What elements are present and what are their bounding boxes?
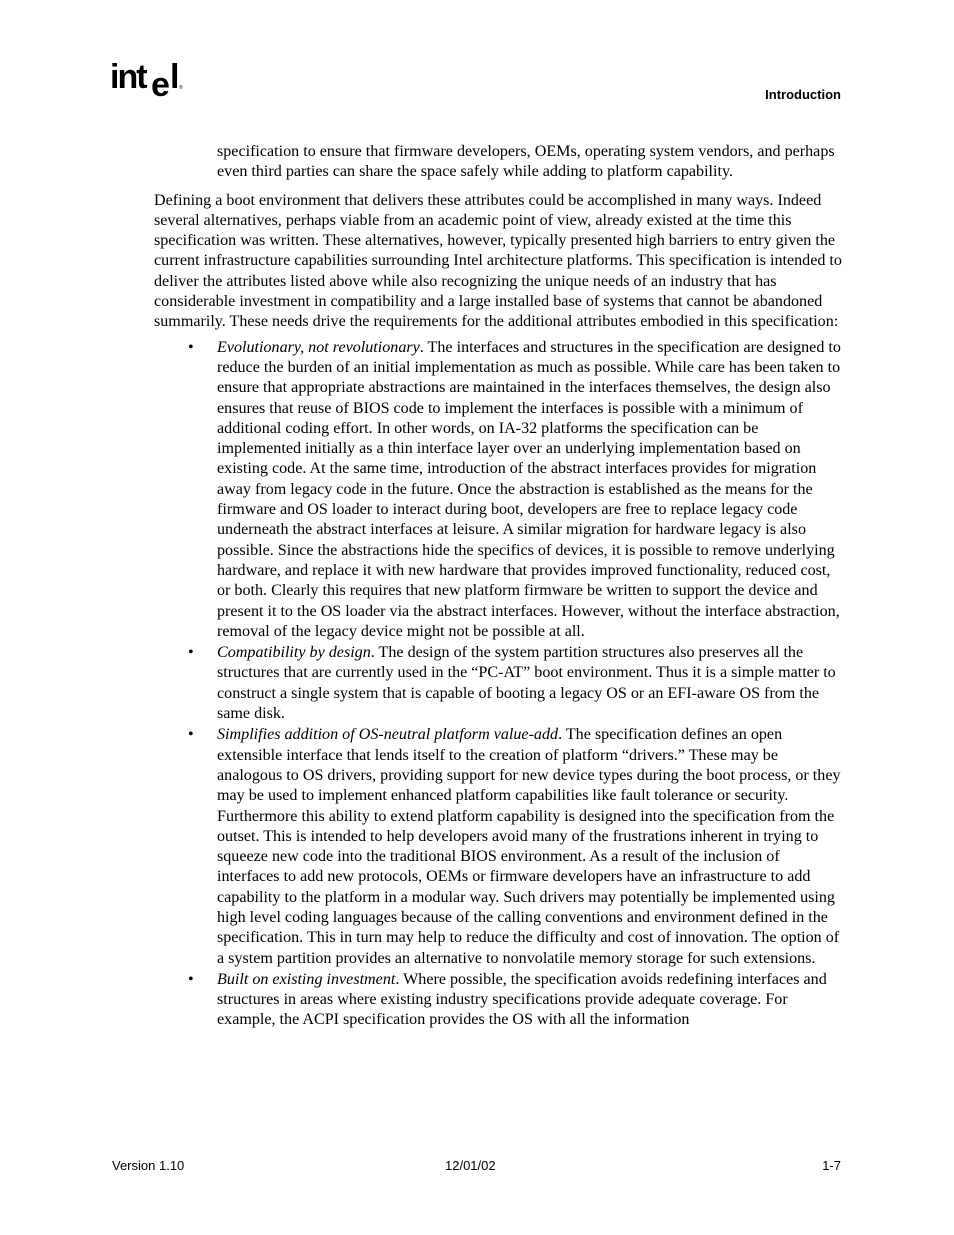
- footer-date: 12/01/02: [445, 1158, 496, 1173]
- list-item-term: Built on existing investment: [217, 970, 396, 988]
- list-item: [154, 643, 846, 724]
- attribute-list: [154, 338, 846, 1031]
- list-item: [154, 970, 846, 1031]
- svg-text:®: ®: [179, 85, 183, 91]
- footer-version: Version 1.10: [112, 1158, 185, 1173]
- list-item-term: Compatibility by design: [217, 644, 371, 662]
- bullet-icon: •: [188, 644, 194, 662]
- section-title: Introduction: [765, 87, 841, 102]
- list-item: [154, 338, 846, 642]
- footer-page-number: 1-7: [822, 1158, 841, 1173]
- list-item-term: Simplifies addition of OS-neutral platform value-add: [217, 726, 559, 744]
- list-item: [154, 725, 846, 969]
- list-item-text: . Where possible, the specification avoids redefining interfaces and structures in areas where existing industry specifications provide adequate coverage. For example, the ACPI specification provides the OS with all the information: [217, 970, 827, 1029]
- svg-text:int: int: [110, 58, 146, 96]
- bullet-icon: •: [188, 338, 194, 356]
- list-item-text: . The interfaces and structures in the specification are designed to reduce the burden of an initial implementation as much as possible. While care has been taken to ensure that appropriate abstractions are maintained in the interfaces themselves, the design also ensures that reuse of BIOS code to implement the interfaces is possible with a minimum of additional coding effort. In other words, on IA-32 platforms the specification can be implemented initially as a thin interface layer over an underlying implementation based on existing code. At the same time, introduction of the abstract interfaces provides for migration away from legacy code in the future. Once the abstraction is established as the means for the firmware and OS loader to interact during boot, developers are free to replace legacy code underneath the abstract interfaces at leisure. A similar migration for hardware legacy is also possible. Since the abstractions hide the specifics of devices, it is possible to remove underlying hardware, and replace it with new hardware that provides improved functionality, reduced cost, or both. Clearly this requires that new platform firmware be written to support the device and present it to the OS loader via the abstract interfaces. However, without the interface abstraction, removal of the legacy device might not be possible at all.: [217, 338, 841, 640]
- list-item-term: Evolutionary, not revolutionary: [217, 338, 420, 356]
- intro-paragraph: Defining a boot environment that delivers these attributes could be accomplished in many ways. Indeed several alternatives, perhaps viable from an academic point of view, already existed at the time this specification was written. These alternatives, however, typically presented high barriers to entry given the current infrastructure capabilities surrounding Intel architecture platforms. This specification is intended to deliver the attributes listed above while also recognizing the unique needs of an industry that has considerable investment in compatibility and a large installed base of systems that cannot be abandoned summarily. These needs drive the requirements for the additional attributes embodied in this specification:: [154, 191, 842, 331]
- svg-text:l: l: [170, 58, 180, 96]
- svg-text:e: e: [151, 66, 170, 102]
- bullet-icon: •: [188, 970, 194, 988]
- list-item-text: . The design of the system partition structures also preserves all the structures that are currently used in the “PC-AT” boot environment. Thus it is a simple matter to construct a single system that is capable of booting a legacy OS or an EFI-aware OS from the same disk.: [217, 644, 836, 723]
- continued-paragraph: specification to ensure that firmware developers, OEMs, operating system vendors, and perhaps even third parties can share the space safely while adding to platform capability.: [217, 143, 835, 181]
- page-body: [154, 142, 846, 1032]
- list-item-text: . The specification defines an open extensible interface that lends itself to the creation of platform “drivers.” These may be analogous to OS drivers, providing support for new device types during the boot process, or they may be used to implement enhanced platform capabilities like fault tolerance or security. Furthermore this ability to extend platform capability is designed into the specification from the outset. This is intended to help developers avoid many of the frustrations inherent in trying to squeeze new code into the traditional BIOS environment. As a result of the inclusion of interfaces to add new protocols, OEMs or firmware developers have an infrastructure to add capability to the platform in a modular way. Such drivers may potentially be implemented using high level coding languages because of the calling conventions and environment defined in the specification. This in turn may help to reduce the difficulty and cost of innovation. The option of a system partition provides an alternative to nonvolatile memory storage for such extensions.: [217, 726, 841, 967]
- bullet-icon: •: [188, 726, 194, 744]
- intel-logo: [110, 58, 185, 102]
